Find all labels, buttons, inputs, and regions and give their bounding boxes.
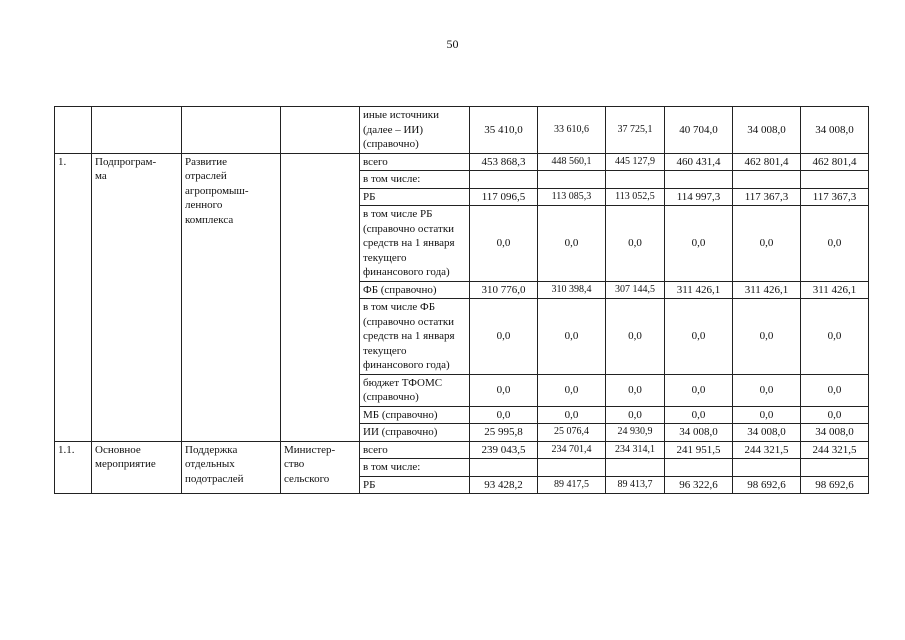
amount-cell: 25 995,8 [470, 424, 538, 442]
funding-source: РБ [360, 188, 470, 206]
amount-cell: 462 801,4 [801, 153, 869, 171]
amount-cell: 35 410,0 [470, 107, 538, 154]
amount-cell: 462 801,4 [733, 153, 801, 171]
measure-goal [182, 107, 281, 154]
amount-cell: 98 692,6 [733, 476, 801, 494]
amount-cell: 307 144,5 [606, 281, 665, 299]
amount-cell: 310 398,4 [538, 281, 606, 299]
amount-cell: 37 725,1 [606, 107, 665, 154]
amount-cell: 0,0 [665, 406, 733, 424]
amount-cell: 311 426,1 [733, 281, 801, 299]
amount-cell [606, 459, 665, 477]
row-number: 1.1. [55, 441, 92, 494]
measure-name [92, 107, 182, 154]
funding-source: иные источники (далее – ИИ) (справочно) [360, 107, 470, 154]
measure-goal: Поддержка отдельных подотраслей [182, 441, 281, 494]
funding-source: в том числе: [360, 459, 470, 477]
amount-cell: 33 610,6 [538, 107, 606, 154]
amount-cell: 34 008,0 [801, 424, 869, 442]
row-number [55, 107, 92, 154]
amount-cell [538, 459, 606, 477]
amount-cell: 89 417,5 [538, 476, 606, 494]
table-row [55, 107, 869, 154]
funding-source: РБ [360, 476, 470, 494]
amount-cell: 234 314,1 [606, 441, 665, 459]
responsible-executor: Министер- ство сельского [281, 441, 360, 494]
funding-source: ИИ (справочно) [360, 424, 470, 442]
amount-cell: 96 322,6 [665, 476, 733, 494]
amount-cell: 117 367,3 [801, 188, 869, 206]
amount-cell: 0,0 [665, 299, 733, 375]
amount-cell [470, 171, 538, 189]
amount-cell: 24 930,9 [606, 424, 665, 442]
amount-cell [733, 171, 801, 189]
amount-cell: 0,0 [801, 299, 869, 375]
amount-cell: 234 701,4 [538, 441, 606, 459]
amount-cell: 0,0 [606, 206, 665, 282]
amount-cell: 40 704,0 [665, 107, 733, 154]
amount-cell: 25 076,4 [538, 424, 606, 442]
amount-cell: 117 096,5 [470, 188, 538, 206]
amount-cell [665, 459, 733, 477]
table-row [55, 441, 869, 459]
measure-name: Подпрограм- ма [92, 153, 182, 441]
amount-cell: 0,0 [733, 406, 801, 424]
amount-cell: 114 997,3 [665, 188, 733, 206]
amount-cell: 34 008,0 [733, 107, 801, 154]
amount-cell: 113 085,3 [538, 188, 606, 206]
amount-cell [470, 459, 538, 477]
amount-cell: 0,0 [733, 299, 801, 375]
amount-cell: 34 008,0 [801, 107, 869, 154]
amount-cell: 311 426,1 [801, 281, 869, 299]
amount-cell: 34 008,0 [733, 424, 801, 442]
amount-cell: 445 127,9 [606, 153, 665, 171]
amount-cell: 241 951,5 [665, 441, 733, 459]
amount-cell: 0,0 [606, 406, 665, 424]
amount-cell: 244 321,5 [733, 441, 801, 459]
funding-source: в том числе: [360, 171, 470, 189]
table-row [55, 153, 869, 171]
financing-table [54, 106, 869, 494]
amount-cell: 311 426,1 [665, 281, 733, 299]
funding-source: всего [360, 441, 470, 459]
amount-cell: 0,0 [665, 374, 733, 406]
amount-cell: 310 776,0 [470, 281, 538, 299]
amount-cell: 448 560,1 [538, 153, 606, 171]
amount-cell: 0,0 [538, 299, 606, 375]
amount-cell [801, 171, 869, 189]
amount-cell: 0,0 [733, 206, 801, 282]
amount-cell: 0,0 [470, 299, 538, 375]
row-number: 1. [55, 153, 92, 441]
amount-cell: 244 321,5 [801, 441, 869, 459]
funding-source: МБ (справочно) [360, 406, 470, 424]
amount-cell: 0,0 [538, 406, 606, 424]
amount-cell: 0,0 [470, 374, 538, 406]
amount-cell: 93 428,2 [470, 476, 538, 494]
responsible-executor [281, 107, 360, 154]
amount-cell [665, 171, 733, 189]
funding-source: ФБ (справочно) [360, 281, 470, 299]
amount-cell [538, 171, 606, 189]
amount-cell: 34 008,0 [665, 424, 733, 442]
amount-cell: 113 052,5 [606, 188, 665, 206]
amount-cell: 0,0 [606, 374, 665, 406]
amount-cell: 0,0 [470, 406, 538, 424]
amount-cell: 0,0 [470, 206, 538, 282]
amount-cell: 98 692,6 [801, 476, 869, 494]
funding-source: всего [360, 153, 470, 171]
amount-cell: 460 431,4 [665, 153, 733, 171]
amount-cell: 0,0 [801, 406, 869, 424]
funding-source: бюджет ТФОМС (справочно) [360, 374, 470, 406]
amount-cell: 0,0 [538, 374, 606, 406]
amount-cell: 89 413,7 [606, 476, 665, 494]
amount-cell: 0,0 [801, 206, 869, 282]
page-number: 50 [446, 37, 459, 51]
amount-cell: 0,0 [538, 206, 606, 282]
amount-cell: 453 868,3 [470, 153, 538, 171]
amount-cell: 0,0 [733, 374, 801, 406]
amount-cell: 239 043,5 [470, 441, 538, 459]
measure-name: Основное мероприятие [92, 441, 182, 494]
amount-cell [801, 459, 869, 477]
measure-goal: Развитие отраслей агропромыш- ленного комплекса [182, 153, 281, 441]
amount-cell: 0,0 [665, 206, 733, 282]
amount-cell [733, 459, 801, 477]
responsible-executor [281, 153, 360, 441]
amount-cell [606, 171, 665, 189]
funding-source: в том числе РБ (справочно остатки средств на 1 января текущего финансового года) [360, 206, 470, 282]
amount-cell: 117 367,3 [733, 188, 801, 206]
amount-cell: 0,0 [801, 374, 869, 406]
funding-source: в том числе ФБ (справочно остатки средств на 1 января текущего финансового года) [360, 299, 470, 375]
amount-cell: 0,0 [606, 299, 665, 375]
